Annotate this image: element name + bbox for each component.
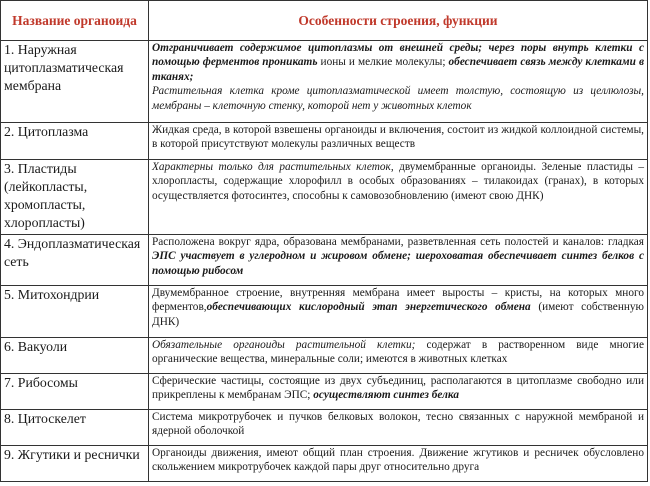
- organoid-description: [149, 160, 648, 235]
- organoid-name: 1. Наружная цитоплазматическая мембрана: [1, 41, 149, 123]
- table-header-row: [1, 1, 648, 41]
- desc-emphasis: через поры внутрь клетки с помощью ферментов проникать: [152, 42, 644, 69]
- table-row: [1, 41, 648, 123]
- desc-text: Расположена вокруг ядра, образована мембранами, разветвленная сеть полостей и каналов: гладкая: [152, 236, 644, 248]
- organoid-description: [149, 338, 648, 374]
- organoid-name: 3. Пластиды (лейкопласты, хромопласты, хлоропласты): [1, 160, 149, 235]
- desc-emphasis: обеспечивающих кислородный этап энергетического обмена: [206, 301, 531, 314]
- desc-text: Сферические частицы, состоящие из двух субъединиц, располагаются в цитоплазме свободно или прикреплены к мембранам ЭПС;: [152, 375, 644, 402]
- desc-emphasis: Обязательные органоиды растительной клетки;: [152, 339, 416, 351]
- desc-text: двумембранные органоиды. Зеленые пластиды – хлоропласты, содержащие хлорофилл в особых образованиях – тилакоидах (гранах), в которых осуществляется фотосинтез, способны к самовозобновлению (имеют свою ДНК): [152, 161, 645, 202]
- organoid-name: 9. Жгутики и реснички: [1, 446, 149, 482]
- table-row: [1, 410, 648, 446]
- desc-emphasis: обеспечивает связь между клетками в тканях;: [152, 56, 645, 83]
- table-row: [1, 235, 648, 286]
- desc-text: ионы и мелкие молекулы;: [317, 56, 446, 69]
- organoid-description: [149, 374, 648, 410]
- desc-emphasis: Отграничивает содержимое цитоплазмы от внешней среды;: [152, 42, 483, 54]
- table-row: [1, 446, 648, 482]
- organoid-name: 2. Цитоплазма: [1, 123, 149, 160]
- organoid-name: 4. Эндоплазматическая сеть: [1, 235, 149, 286]
- table-row: [1, 374, 648, 410]
- organoid-name: 6. Вакуоли: [1, 338, 149, 374]
- desc-text: Двумембранное строение, внутренняя мембрана имеет выросты – кристы, на которых много ферментов,: [152, 287, 644, 314]
- table-row: [1, 160, 648, 235]
- desc-text: содержат в растворенном виде многие органические вещества, минеральные соли; имеются в животных клетках: [152, 339, 644, 366]
- table-row: [1, 286, 648, 338]
- organoid-description: [149, 286, 648, 338]
- desc-emphasis: ЭПС участвует в углеродном и жировом обмене; шероховатая обеспечивает синтез белков с помощью рибосом: [152, 250, 644, 277]
- organoid-description: [149, 235, 648, 286]
- organoid-name: 7. Рибосомы: [1, 374, 149, 410]
- header-structure-function: Особенности строения, функции: [149, 1, 648, 41]
- organoid-description: Система микротрубочек и пучков белковых волокон, тесно связанных с наружной мембраной и ядерной оболочкой: [149, 410, 648, 446]
- desc-text: (имеют собственную ДНК): [152, 301, 644, 328]
- desc-emphasis: Характерны только для растительных клеток,: [152, 161, 394, 173]
- table-row: [1, 123, 648, 160]
- desc-emphasis: осуществляют синтез белка: [310, 389, 459, 402]
- organoid-name: 8. Цитоскелет: [1, 410, 149, 446]
- desc-note: Растительная клетка кроме цитоплазматической имеет толстую, состоящую из целлюлозы, мембраны – клеточную стенку, которой нет у животных клеток: [152, 85, 644, 112]
- header-organoid-name: Название органоида: [1, 1, 149, 41]
- organoid-description: Органоиды движения, имеют общий план строения. Движение жгутиков и ресничек обусловлено скольжением микротрубочек каждой пары друг относительно друга: [149, 446, 648, 482]
- organoid-name: 5. Митохондрии: [1, 286, 149, 338]
- organoid-description: Жидкая среда, в которой взвешены органоиды и включения, состоит из жидкой коллоидной системы, в которой присутствуют молекулы различных веществ: [149, 123, 648, 160]
- table-row: [1, 338, 648, 374]
- organoid-description: [149, 41, 648, 123]
